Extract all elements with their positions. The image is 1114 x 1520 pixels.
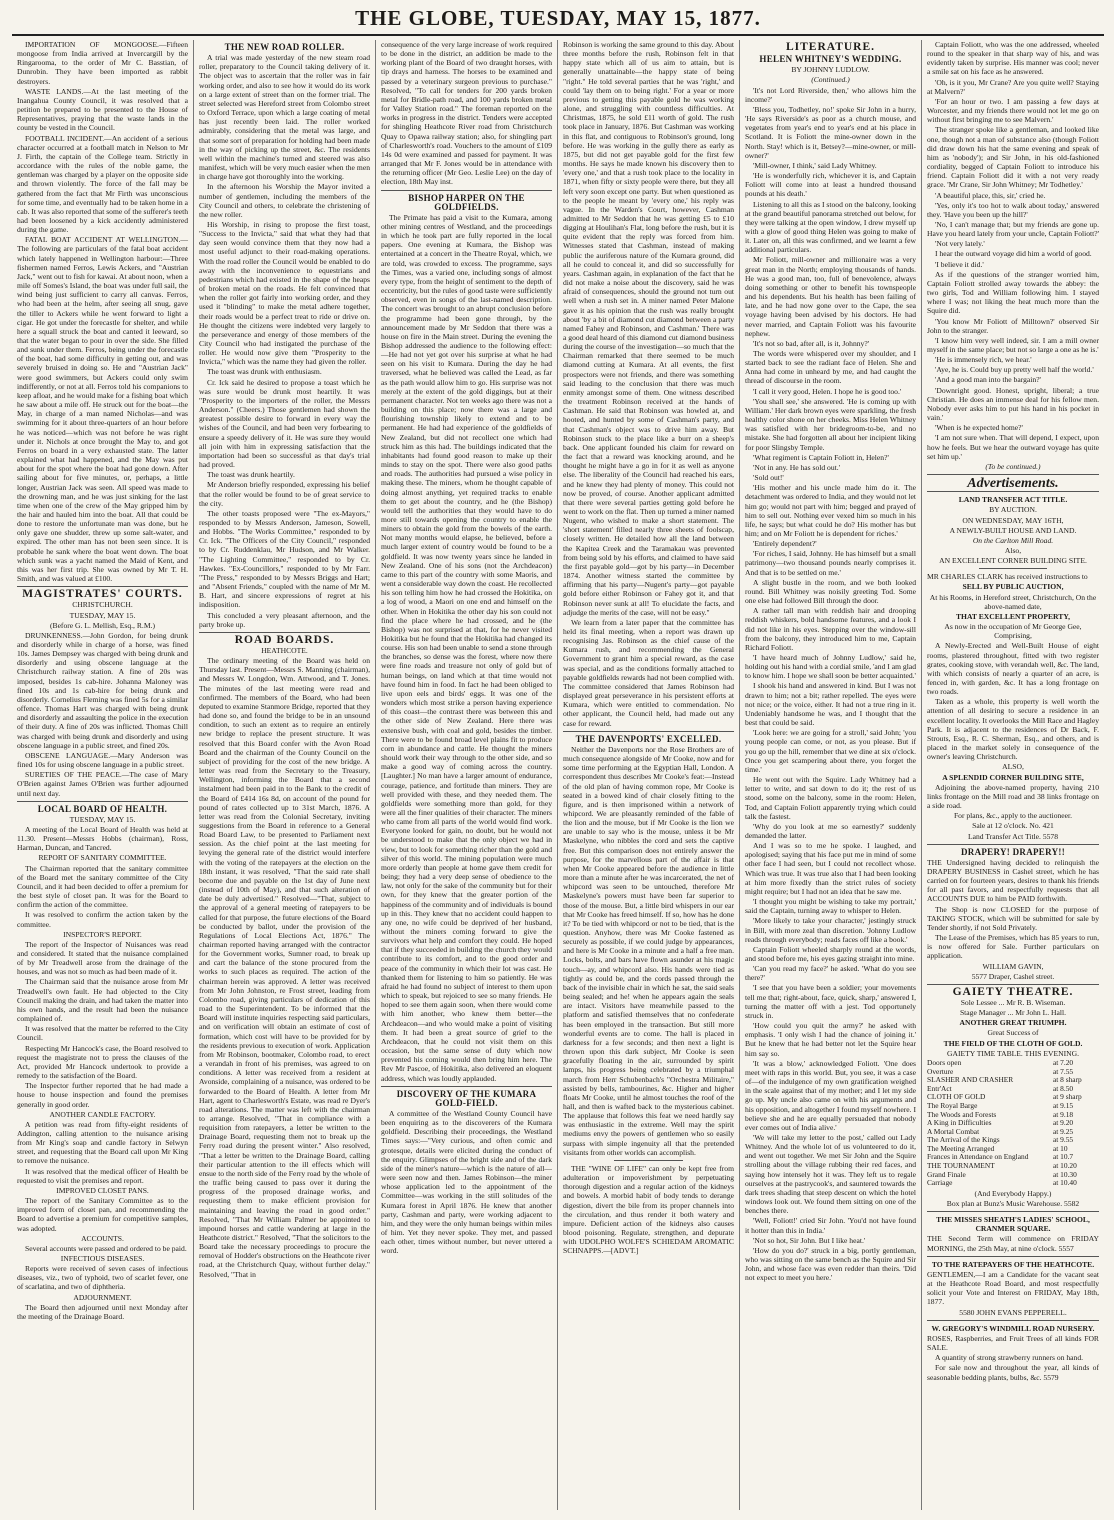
davenports-para: Neither the Davenports nor the Rose Brothers are of much consequence alongside of Mr Cooke, now and for some time performing at the Egyptian Hall, London. A correspondent thus describes Mr Cooke's feat:—Instead of the old plan of having common rope, Mr Cooke is seated in a bowed kind of chair closely fitting to the figure, and is then imprisoned within a network of whipcord. We are pleasantly reminded of the fable of the lion and the mouse, but if Mr Cooke is the lion we are unable to say who is the mouse, unless it be Mr Maskelyne, who nibbles the cord and sets the captive free. But this comparison does not entirely answer the purpose, for the marvellous part of the affair is that when Mr Cooke appeared before the audience in little more than a minute after he was incarcerated, the net of whipcord was seen to be untouched, therefore Mr Maskelyne's powers must have been far superior to those of the mouse. But, a little bird whispers in our ear that Mr Cooke has freed himself. If so, how has he done it? To be tied with whipcord or not to be tied, that is the question. Anyhow, there was Mr Cooke fastened as securely as possible, if we could judge by appearances, and here is Mr Cooke in a minute and a half a free man. Locks, bolts, and bars have flown asunder at his magic touch—ay, and whipcord also. His hands were tied as tightly as could be, and the cords passed through the back of the invisible chair in which he sat, the said seals being sealed; and he! when he appears again the seals are intact. Visitors have meanwhile passed to the platform and satisfied themselves that no confederate has been employed in the transaction. But still more wonderful events are to come. The hall is placed in darkness for a few seconds; and then next a light is thrown upon this dark subject, Mr Cooke is seen gracefully floating in the air, surrounded by spirit lamps, his progress being celebrated by a triumphal march from Herr Schubenbach's "Orchestra Militaire," assisted by bells, tambourines, &c. Higher and higher floats Mr Cooke, until he almost touches the roof of the hall, and then is wafted back to the mysterious cabinet. The applause that follows this feat we need hardly say was enthusiastic in the extreme. Well may the spirit mediums envy the powers of gentlemen who so easily surpass with simple ingenuity all that the pretended visitants from other worlds can accomplish. [563, 744, 734, 1157]
heading-magistrates: MAGISTRATES' COURTS. [22, 588, 183, 601]
programme-time: at 10.40 [1053, 1178, 1077, 1188]
programme-time: at 9.55 [1053, 1135, 1074, 1145]
board-para: Several accounts were passed and ordered to be paid. [25, 1243, 187, 1253]
article-mongoose: IMPORTATION OF MONGOOSE.—Fifteen mongoose from India arrived at Invercargill by the Ringarooma, to the order of Mr C. Basstian, of Dunrobin. They have been imported as rabbit destroyers. [17, 40, 188, 86]
programme-item: The Woods and Forests [927, 1109, 997, 1119]
story-para: A rather tall man with reddish hair and drooping reddish whiskers, bold handsome features, and a look I did not like in his eyes. Stepping over the window-sill from the balcony, they introduced him to me, Captain Richard Foliott. [745, 606, 916, 652]
story-para: 'More likely to take your character,' jestingly struck in Bill, with more zeal than discretion. 'Johnny Ludlow reads through everybody; reads faces off like a book.' [745, 916, 916, 944]
ad-clark-intro: MR CHARLES CLARK has received instructions to [927, 572, 1088, 582]
divider [927, 1320, 1099, 1321]
ad-line: THAT EXCELLENT PROPERTY, [955, 611, 1071, 621]
board-para: It was resolved to confirm the action taken by the committee. [17, 910, 188, 929]
ad-school-heading: THE MISSES SHEATH'S LADIES' SCHOOL, CRANMER SQUARE. [936, 1215, 1090, 1234]
story-para: 'Not in any. He has sold out.' [753, 462, 841, 472]
divider [199, 632, 370, 633]
programme-time: at 9.25 [1053, 1126, 1074, 1136]
ad-line: GAIETY TIME TABLE. THIS EVENING. [947, 1048, 1079, 1058]
programme-time: at 8.50 [1053, 1083, 1074, 1093]
ad-line: At his Rooms, in Hereford street, Christchurch, On the above-named date, [929, 592, 1097, 611]
ad-para: For sale now and throughout the year, all kinds of seasonable bedding plants, bulbs, &c. 5579 [927, 1363, 1099, 1382]
board-para: It was resolved that the matter be referred to the City Council. [17, 1024, 188, 1043]
heading-discovery: DISCOVERY OF THE KUMARA GOLD-FIELD. [396, 1088, 537, 1108]
programme-item: THE TOURNAMENT [927, 1161, 995, 1171]
heading-road-roller: THE NEW ROAD ROLLER. [224, 42, 345, 52]
column-1 [12, 40, 194, 1510]
programme-item: Entr'Act [927, 1083, 952, 1093]
divider [927, 1256, 1099, 1257]
roller-para: In the afternoon his Worship the Mayor invited a number of gentlemen, including the members of the City Council and others, to celebrate the christening of the new roller. [199, 182, 370, 219]
programme-time: at 9.20 [1053, 1118, 1074, 1128]
board-para: The Chairman said that the nuisance arose from Mr Treadwell's own fault. He had objected to the City Council making the drain, and had taken the matter into his own hands, and the result had been the nuisance complained of. [17, 977, 188, 1024]
ad-line: Also, [1004, 545, 1022, 555]
date-line: TUESDAY, MAY 15. [69, 610, 136, 620]
story-continued: (Continued.) [811, 75, 850, 85]
heading-literature: LITERATURE. [785, 41, 876, 53]
roller-para: The toast was drunk heartily. [207, 470, 295, 480]
programme-item: The Arrival of the Kings [927, 1135, 1000, 1145]
programme-item: Carriage [927, 1178, 953, 1188]
programme-time: at 10.7 [1053, 1152, 1074, 1162]
programme-time: at 10 [1053, 1143, 1068, 1153]
programme-item: A Mortal Combat [927, 1126, 980, 1136]
ad-para: The Lease of the Premises, which has 85 years to run, is now offered for Sale. Further particulars on application. [927, 933, 1099, 961]
programme-item: The Meeting Arranged [927, 1143, 995, 1153]
ad-line: SELL BY PUBLIC AUCTION, [962, 582, 1064, 592]
court-sureties: SURETIES OF THE PEACE.—The case of Mary O'Brien against James O'Brien was further adjourned until next day. [17, 770, 188, 798]
ad-line: A NEWLY-BUILT HOUSE AND LAND. [949, 525, 1077, 535]
ad-line: ON WEDNESDAY, MAY 16TH, [962, 515, 1064, 525]
programme-item: CLOTH OF GOLD [927, 1092, 986, 1102]
story-para: 'I know him very well indeed, sir. I am a mill owner myself in the same place; but not so large a one as he is.' [927, 335, 1099, 354]
discovery-para: A committee of the Westland County Council have been enquiring as to the discoverers of the Kumara goldfield. Describing their proceedings, the Westland Times says:—"Very curious, and often comic and grotesque, details were elicited during the conduct of the enquiry. Glimpses of the bright side and of the dark side of the miner's nature—which is the nature of all—were seen now and then. James Robinson—the miner whose application led to the appointment of the Committee—was working in the still solitudes of the Kumara forest in April 1876. He knew that another party, Cashman and party, were working adjacent to him, and they were the only human beings within miles of him. Yet they never spoke. They met, and passed each other, times without number, but never uttered a word. [381, 1108, 552, 1256]
story-para: 'Downright good. Honest, upright, liberal; a true Christian. He does an immense deal for his fellow men. Nobody ever asks him to put his hand in his pocket in vain.' [927, 385, 1099, 423]
story-para: 'Can you read my face?' he asked. 'What do you see there?' [745, 964, 916, 983]
heading-road-boards: ROAD BOARDS. [234, 633, 335, 646]
subheading-sanitary: REPORT OF SANITARY COMMITTEE. [38, 853, 167, 863]
programme-time: at 10.20 [1053, 1161, 1077, 1171]
ad-line: Sole Lessee ... Mr R. B. Wiseman. [960, 998, 1066, 1007]
ad-para: The Shop is now CLOSED for the purpose of TAKING STOCK, which will be submitted for sale by Tender shortly, if not Sold Privately. [927, 904, 1099, 932]
bishop-para: The Primate has paid a visit to the Kumara, among other mining centres of Westland, and the proceedings in which he took part are fully reported in the local papers. One evening at Kumara, the Bishop was entertained at a concert in the Theatre Royal, which, we are told, was crowded to excess. The programme, says the Times, was a varied one, including songs of almost every type, from the height of sentiment to the depth of eccentricity, but the rules of good taste were sufficiently observed, even in songs of the last-named description. The concert was brought to an abrupt conclusion before the programme had been gone through, by the announcement made by Mr Seddon that there was a house on fire in the Main street. During the evening the Bishop addressed the audience to the following effect:—He had not yet got over his surprise at what he had seen on his visit to Kumara. During the day he had traversed, what he believed was called the Lead, as far as the path would allow him to go. His surprise was not merely at the extent of the gold diggings, but at their permanent character. Not ten weeks ago there was not a building on this place; now there was a large and flourishing township likely to extend and to be permanent. He had had experience of the goldfields of New Zealand, but did not recollect one which had struck him as this had. The buildings indicated that the inhabitants had found good reason to make up their minds to stay on the spot. There were also good paths and roads. The authorities had pursued a wise policy in making these. The miners, whom he thought capable of doing almost anything, yet required tracks to enable them to get about the country, and he (the Bishop) would tell the authorities that they would have to do more still towards opening the country to enable the miners to obtain the gold from the bowels of the earth. Not many months would elapse, he believed, before a much larger extent of country would be found to be a goldfield. It was now twenty years since he landed in New Zealand. One of his sons (not the Archdeacon) came to this part of the country with some Maoris, and went a considerable way down the coast. He recollected his son telling him how he had crossed the Hokitika, on a log of wood, a Maori on one end and himself on the other. When in Hokitika the other day his son could not find the place where he had crossed, and he (the Bishop) was not surprised at that, for he never visited Hokitika but he found that the Hokitika had changed its course. His son had been unable to send a stone through the branches, so dense was the forest, where now there were fine roads and treasure not only of gold but of human beings, on land which at that time would not have found him in food. In fact he had been obliged to live upon eels and birds' eggs. It was one of the wonders which most strike a person having experience of this coast—the contrast there was between this and the other side of New Zealand. Here there was extensive bush, with coal and gold, besides the timber. There were to be found broad level plains fit to produce corn in abundance and cattle. He thought the miners should work their way through to the other side, and so make a good way of coming across the country. [Laughter.] No man have a larger amount of endurance, courage, patience, and fortitude than miners. They are well provided with these, and they needed them. The goldfields were something more than gold, for they were all the finer qualities of their character. The miners who came from all parts of the world would find work. Everyone looked for gain, no doubt, but he would not be understood to make that the only object we had in view, but to look for something richer than the gold and silver of this world. The mining population were much more orderly than people at home gave them credit for being; they had a very deep sense of obedience to the law, not only for the sake of the community but for their own, for they knew that the greater portion of the happiness of the community and of individuals is bound up in this. They knew that no accident could happen to any one, no wife could be deprived of her husband, without the miners coming forward to give the survivors what help and comfort they could. He hoped that if they succeeded in building the church they would contribute to its comfort, and to the good order and peace of the community in which their lot was cast. He thanked them for listening to him so patiently. He was afraid he had found no subject of interest to them upon which to speak, but rejoiced to see so many friends. He hoped to see them again soon, when there would come with him another, who knew them better—the Archdeacon—and who would make a point of visiting them. It had been a great source of grief to the Archdeacon, that he could not visit them on this occasion, but the same sense of duty which now prevented his coming would then bring him here. The Rev Mr Pascoe, of Hokitika, also delivered an eloquent address, which was loudly applauded. [381, 212, 552, 1083]
ad-para: ROSES, Raspberries, and Fruit Trees of all kinds FOR SALE. [927, 1333, 1099, 1353]
ad-line: AN EXCELLENT CORNER BUILDING SITE. [939, 556, 1087, 566]
ad-line: Sale at 12 o'clock. No. 421 [972, 821, 1054, 831]
ad-para: GENTLEMEN,—I am a Candidate for the vacant seat at the Heathcote Road Board, and most respectfully solicit your Vote and Interest on FRIDAY, May 18th, 1877. [927, 1269, 1099, 1307]
date-line: TUESDAY, MAY 15. [69, 814, 136, 824]
programme-item: The Royal Barge [927, 1100, 978, 1110]
before-line: (Before G. L. Mellish, Esq., R.M.) [49, 620, 156, 630]
programme-item: A King in Difficulties [927, 1118, 992, 1128]
story-para: 'No, I can't manage that; but my friends are gone up. Have you heard lately from your uncle, Captain Foliott?' [927, 219, 1099, 239]
story-para: 'I am not sure when. That will depend, I expect, upon how he feels. But we hear the outward voyage has quite set him up.' [927, 433, 1099, 461]
subheading-adjournment: ADJOURNMENT. [73, 1292, 132, 1302]
story-para: 'And a good man into the bargain?' [935, 375, 1041, 385]
gaiety-programme [927, 1059, 1099, 1188]
story-para: 'What regiment is Captain Foliott in, Helen?' [753, 452, 889, 462]
story-para: 'You know Mr Foliott of Milltown?' observed Sir John to the stranger. [927, 316, 1099, 335]
ad-signature: 5577 Draper, Cashel street. [971, 971, 1055, 981]
divider [17, 801, 188, 802]
ad-line: ANOTHER GREAT TRIUMPH. [959, 1018, 1067, 1028]
story-para: 'He is immensely rich, we hear.' [935, 355, 1032, 365]
programme-time: at 9 sharp [1053, 1092, 1082, 1102]
article-football: FOOTBALL INCIDENT.—An accident of a serious character occurred at a football match in Nelson to Mr J. Firth, the captain of the College team. Strictly in accordance with the rules of the noble game, the gentleman was charged by a player on the opposite side and thrown violently. The force of the fall may be gathered from the fact that Mr Firth was unconscious for some time, and eventually had to be taken home in a cab. It was also reported that some of the sufferer's teeth had been loosened by a kick accidently administered during the game. [17, 133, 188, 235]
programme-item: Grand Finale [927, 1169, 966, 1179]
board-intro: A meeting of the Local Board of Health was held at 11.30. Present—Messrs Hobbs (chairman), Ross, Harman, Duncan, and Tancred. [17, 824, 188, 853]
roller-para: Cr. Ick said he desired to propose a toast which he was sure would be drunk most heartily. It was "Prosperity to the importers of the roller, the Messrs Anderson." (Cheers.) Those gentlemen had shown the greatest possible desire to forward in every way the wishes of the Council, and had been very forbearing to ensure a speedy delivery of it. He was sure they would all join with him in expressing satisfaction that the importation had been so successful as that day's trial had proved. [199, 377, 370, 470]
column-4 [558, 40, 740, 1510]
story-para: As if the questions of the stranger worried him, Captain Foliott strolled away towards the abbey: the two girls, Tod and William following him. I stayed where I was; not liking the heat much more than the Squire did. [927, 269, 1099, 316]
story-para: 'Aye, he is. Could buy up pretty well half the world.' [935, 365, 1094, 375]
discovery-para: We learn from a later paper that the committee has held its final meeting, when a report was drawn up recognising Jas. Robinson as the chief cause of the Kumara rush, and recommending the General Government to grant him a special reward, as the case was special, and as the conditions formally attached to payable goldfields rewards had not been complied with. The committee considered that James Robinson had displayed great perseverance in his persistent efforts at Kumara, which were entitled to commendation. No other applicant, the Council held, had made out any case for reward. [563, 617, 734, 728]
story-para: I shook his hand and answered in kind. But I was not drawn to him; not a bit; rather repelled. The eyes were not nice; or the voice, either. It had not a true ring in it. Undeniably handsome he was, and I thought that the best that could be said. [745, 681, 916, 728]
board-para: The report of the Inspector of Nuisances was read and considered. It stated that the nuisance complained of by Mr Treadwell arose from the drainage of the houses, and was not so much as had been made of it. [17, 939, 188, 977]
story-para: 'Why do you look at me so earnestly?' suddenly demanded the latter. [745, 821, 916, 840]
subheading-candle: ANOTHER CANDLE FACTORY. [49, 1109, 156, 1119]
story-para: 'I thought you might be wishing to take my portrait,' said the Captain, turning away to whisper to Helen. [745, 897, 916, 916]
story-para: 'He is wonderfully rich, whichever it is, and Captain Foliott will come into at least a hundred thousand pounds at his death.' [745, 171, 916, 199]
divider [614, 1160, 682, 1161]
story-para: 'Sold out!' [753, 473, 784, 483]
column-5 [740, 40, 922, 1510]
roller-para: This concluded a very pleasant afternoon, and the party broke up. [199, 610, 370, 629]
story-para: 'Well, Foliott!' cried Sir John. 'You'd not have found it hotter than this in India.' [745, 1216, 916, 1235]
programme-item: SLASHER AND CRASHER [927, 1075, 1014, 1085]
story-para: 'Bless you, Todhetley, no!' spoke Sir John in a hurry, 'He says Riverside's as poor as a church mouse, and vegetates from year's end to year's end at his place in Scotland. It is Foliott the mine-owner down in the North. Stay! which is it, Betsey?—mine-owner, or mill-owner?' [745, 104, 916, 160]
story-para: He went out with the Squire. Lady Whitney had a letter to write, and sat down to do it; the rest of us stood, some on the balcony, some in the room: Helen, Tod, and Captain Foliott apparently trying which could talk the fastest. [745, 775, 916, 821]
ad-gaiety-heading: GAIETY THEATRE. [952, 985, 1074, 998]
ad-line: Box plan at Bunz's Music Warehouse. 5582 [946, 1199, 1080, 1208]
ad-line: On the Carlton Mill Road. [972, 535, 1054, 545]
story-para: 'I believe it did.' [935, 259, 984, 269]
story-para: The stranger spoke like a gentleman, and looked like one, though not a man of substance also (though Foliott did draw down his hat the same evening and speak of him as 'nobody'); and Sir John, in his old-fashioned cordiality, begged of Captain Foliott to introduce his friend. Captain Foliott did it with a not very ready grace. 'Mr Crane, Sir John Whitney; Mr Todhetley.' [927, 125, 1099, 190]
ad-line: ALSO, [1002, 762, 1024, 772]
board-para: The report of the Sanitary Committee as to the improved form of closet pan, and recommending the Board to advertise a premium for competitive samples, was adopted. [17, 1196, 188, 1233]
board-para: The Board then adjourned until next Monday after the meeting of the Drainage Board. [17, 1302, 188, 1321]
programme-item: Overture [927, 1066, 954, 1076]
board-para: Reports were received of seven cases of infectious diseases, viz., two of typhoid, two of scarlet fever, one of scarlatina, and two of diphtheria. [17, 1264, 188, 1292]
story-para: 'A beautiful place, this, sir,' cried he. [935, 190, 1046, 200]
ad-para: A quantity of strong strawberry runners on hand. [935, 1353, 1084, 1363]
roller-para: A trial was made yesterday of the new steam road roller, preparatory to the Council taking delivery of it. The object was to ascertain that the roller was in fair working order, and also to see how it would do its work on a large extent of street than on the former trial. The street selected was Hereford street from Colombo street to Oxford Terrace, upon which a large coating of metal has just recently been laid. The roller worked admirably, considering that the metal was large, and that some sort of preparation for holding had been made in the way of picking up the street, &c. The residents well within the machine's turned and steered was also manifest, which will be very much easier when the men in charge have got thoroughly into the working. [199, 53, 370, 182]
roller-para: Mr Anderson briefly responded, expressing his belief that the roller would be found to be of great service to the city. [199, 480, 370, 508]
subheading-infectious: INFECTIOUS DISEASES. [60, 1254, 145, 1263]
story-para: 'It was a blow,' acknowledged Foliott. 'One does meet with raps in this world. But, you see, it was a case of—of the indulgence of my own gratification weighed in the scale against that of my mother; and I let my side go up. My uncle also came on with his arguments and his opposition, and altogether I found myself nowhere. I believe she and he are equally persuaded that nobody ever comes out of India alive.' [745, 1058, 916, 1132]
ad-nursery-heading: W. GREGORY'S WINDMILL ROAD NURSERY. [931, 1323, 1095, 1333]
divider [927, 844, 1099, 845]
story-para: Captain Foliott, who was the one addressed, wheeled round to the speaker in that sharp way of his, and was evidently taken by surprise. His manner was cool; never a smile sat on his face as he answered. [927, 40, 1099, 77]
story-para: 'We will take my letter to the post,' called out Lady Whitney. And the whole lot of us volunteered to do it, and went out together. We met Sir John and the Squire strolling about the village rubbing their red faces, and saying how intensely hot it was. They left us to regale ourselves at the pastrycook's, and sauntered towards the dark trees shading that steep descent on which the hotel windows look out. We found them sitting on one of the benches there. [745, 1132, 916, 1216]
programme-item: Doors open [927, 1057, 962, 1067]
ad-signature: WILLIAM GAVIN, [982, 961, 1044, 971]
column-3 [376, 40, 558, 1510]
story-para: 'I have heard much of Johnny Ludlow,' said he, holding out his hand with a cordial smile, 'and I am glad to know him. I hope we shall soon be better acquainted.' [745, 653, 916, 681]
story-para: 'His mother and his uncle made him do it. The detachment was ordered to India, and they would not let him go; would not part with him; begged and prayed of him to sell out. Nothing ever vexed him so much in his life, he says; but what could he do? His mother has but him; and on Mr Foliott he is dependent for riches.' [745, 483, 916, 538]
subheading-inspector: INSPECTOR'S REPORT. [63, 929, 142, 939]
columns [12, 40, 1104, 1510]
discovery-continued: Robinson is working the same ground to this day. About three months before the rush, Robinson felt in that happy state which all of us aim to attain, but is generally unattainable—the happy state of being "right." He told several parties that he was 'right,' and could 'lay them on to being right.' For a year or more previous to getting this payable gold he was working alone, and struggling with countless difficulties. At Christmas, 1875, he sold £11 worth of gold. The rush took place in January, 1876. But Cashman was working in this flat, and contiguous to Robinson's ground, long before. He was working in the gully there as early as 1875, but did not get payable gold for the first few months. He says he made known his discovery then to 'every one,' and that a rush took place to the locality in 1871, when fifty or sixty people were there, but they all left very soon except one party. But when questioned as to the people he meant by 'every one,' his reply was vague. In the Warden's Court, however, Cashman admitted to Mr Seddon that he was getting £5 to £10 digging at Houlihan's Flat, long before the rush, but it is quite evident that the reply was forced from him. Witnesses stated that Cashman, instead of making public the auriferous nature of the Kumara ground, did all he could to conceal it, and did so successfully for years. Cashman again, in explanation of the fact that he did not make a noise about the discovery, said he was afraid of consequences, should the ground not turn out well when a rush set in. A miner named Peter Malone gave it as his opinion that the rush was really brought about 'by a bit of diamond cut diamond between a party named Fahey and Robinson, and Cashman.' There was a good deal heard of this diamond cut diamond business during the course of the investigation—so much that the Chairman remarked that there seemed to be much diamond cutting at Kumara. At all events, the first prospectors were not friends, and there was something said leading to the conclusion that there was much enmity amongst some of them. One witness described the treatment Robinson received at the hands of Cashman. He said that Robinson was howled at, and hooted, and hunted by some of Cashman's party, and that Cashman's object was to drive him away. But Robinson stuck to the place like a burr on a sheep's back. One applicant founded his claim for reward on the fact that a reward was knocking around, and he thought he might have a go in for it as well as anyone else. The liberality of the Council had reached his ears, and he knew they had plenty of money. This could not now be proved, of course. Another applicant admitted that there were several parties getting gold before he went to work on the flat. Then up turned a miner named Nugent, who wished to make a short statement. The 'short statement' filled nearly three sheets of foolscap, closely written. He detailed how all the land between the Kapitea Creek and the Taramakau was prevented from being sold by his efforts, and claimed to have said the first payable gold—got by his party—in December 1874. Another witness started the committee by affirming that his party—Nugent's party—got payable gold before either Robinson or Fahey got it, and that Robinson never sunk at all! To elucidate the facts, and adjudge the merits of the case, will not be easy." [563, 40, 734, 617]
story-para: 'Not so hot, Sir John. But I like heat.' [753, 1235, 866, 1245]
divider [563, 731, 734, 732]
ad-line: For plans, &c., apply to the auctioneer. [953, 811, 1073, 821]
story-para: 'I see that you have been a soldier; your movements tell me that; right-about, face, quick, sharp,' answered I, turning the matter off with a jest. Tod opportunely struck in. [745, 983, 916, 1020]
ad-line: As now in the occupation of Mr George Gee, Comprising, [944, 622, 1082, 641]
divider [381, 190, 552, 191]
ad-para: Adjoining the above-named property, having 210 links frontage on the Mill road and 38 links frontage on a side road. [927, 782, 1099, 811]
ad-para: A Newly-Erected and Well-Built House of eight rooms, plastered throughout, fitted with two register grates, cooking stove, with verandah well, &c. The land, with which consists of nearly a quarter of an acre, is fenced in, with garden, &c. It has a long frontage on two roads. [927, 641, 1099, 697]
roller-para: The other toasts proposed were "The ex-Mayors," responded to by Messrs Anderson, Jameson, Sowell, and Hobbs. "The Works Committee," responded to by Cr. Ick. "The Officers of the City Council," responded to by Cr. Ruddenklau, Mr Hudson, and Mr Walker. "The Lighting Committee," responded to by Cr. Hawkes. "Ex-Councillors," responded to by Mr Farr. "The Press," responded to by Messrs Briggs and Hart; and "Absent Friends," coupled with the name of Mr M. B. Hart, and sincere expressions of regret at his indisposition. [199, 508, 370, 610]
ad-para: Taken as a whole, this property is well worth the attention of all desiring to secure a residence in an excellent locality. It overlooks the Mill Race and Hagley Park. It is adjacent to the residences of Dr Back, F. Strouts, Esq., R. C. Sherman, Esq., and others, and is placed in the market solely in consequence of the owner's leaving Christchurch. [927, 697, 1099, 762]
roller-para: The toast was drunk with enthusiasm. [207, 367, 322, 377]
to-be-continued: (To be continued.) [985, 461, 1041, 471]
article-boat-accident: FATAL BOAT ACCIDENT AT WELLINGTON.—The following are particulars of the fatal boat accident which lately happened in Wellington harbour:—Three fishermen named Ferros, Lewis Ackers, and "Austrian Jack," went out to fish for kawai. At about noon, when a mile off Somes's Island, the boat was under full sail, the wind being just sufficient to carry all canvas. Ferros, who had been at the helm, after seeing all snug, gave the tiller to Ackers while he went forward to light a cigar. He got under the forecastle for shelter, and while here a squall struck the boat and canted it leeward, so that the water began to pour in over the side. She filled and sunk under them. Ferros, being under the forecastle of the boat, had some difficulty in getting out, and was severely bruised in doing so. He and "Austrian Jack" were good swimmers, but Ackers could only swim indifferently, or not at all. Ferros told his companions to keep afloat, and he would make for a fishing boat which he saw about a mile off. He struck out for the boat—the May, in charge of a man named Nicholas—and was swimming for it about three-quarters of an hour before he was noticed—which was not before he was right under it. Nichols at once brought the May to, and got Ferros on board in a very exhausted state. The latter explained what had happened, and the May was put about for the spot where the boat had gone down. After sailing about for five minutes, or, perhaps, a little longer, Austrian Jack was seen. All speed was made to the drowning man, and he was just sinking for the last time when one of the crew of the May gripped him by the hair and hauled him into the boat. All that could be done to restore the unfortunate man was done, but he only gave one shudder, threw up some salt-water, and expired. The other man has not been seen since. It is probable he sank where the boat went down. The boat which sunk was a yacht named the Maid of Kent, and this was her first trip. She was owned by Mr T. H. Smith, and was valued at £100. [17, 235, 189, 584]
divider [927, 474, 1099, 475]
story-para: 'Yes, only it's too hot to walk about today,' answered they. 'Have you been up the hill?' [927, 200, 1099, 219]
column-6 [922, 40, 1104, 1510]
ad-signature: 5580 JOHN EVANS PEPPERELL. [959, 1307, 1067, 1317]
story-para: 'How could you quit the army?' he asked with emphasis. 'I only wish I had the chance of joining it.' But he knew that he had better not let the Squire hear him say so. [745, 1021, 916, 1058]
subheading-heathcote: HEATHCOTE. [261, 646, 308, 655]
story-para: The words were whispered over my shoulder, and I started back to see the radiant face of Helen. She and Anna had come in unheard by me, and had caught the thread of discourse in the room. [745, 349, 916, 386]
story-para: 'Not very lately.' [935, 239, 985, 249]
heading-advertisements: Advertisements. [967, 476, 1059, 492]
divider [927, 491, 1099, 492]
divider [927, 984, 1099, 985]
story-para: Listening to all this as I stood on the balcony, looking at the grand beautiful panorama stretched out below, for they were talking at the open window, I drew myself up with a glow of good thing Helen was going to make of it. Later on, all this was confirmed, and we learnt a few additional particulars. [745, 199, 916, 255]
ad-line: A SPLENDID CORNER BUILDING SITE, [942, 772, 1084, 782]
story-para: 'It's not so bad, after all, is it, Johnny?' [753, 338, 870, 348]
story-para: 'How do you do?' struck in a big, portly gentleman, who was sitting on the same bench as the Squire and Sir John, and whose face was even redder than theirs. 'Did not expect to meet you here.' [745, 1245, 916, 1283]
story-para: 'Oh, is it you, Mr Crane? Are you quite well? Staying at Malvern?' [927, 77, 1099, 96]
board-para: Respecting Mr Hancock's case, the Board resolved to request the magistrate not to press the clauses of the Act, provided Mr Hancock undertook to provide a remedy to the satisfaction of the Board. [17, 1043, 188, 1081]
story-para: 'Mill-owner, I think,' said Lady Whitney. [753, 160, 877, 170]
programme-time: at 8 sharp [1053, 1075, 1082, 1085]
column-2 [194, 40, 376, 1510]
ad-ratepayers-heading: TO THE RATEPAYERS OF THE HEATHCOTE. [931, 1259, 1095, 1269]
ad-para: THE Second Term will commence on FRIDAY MORNING, the 25th May, at nine o'clock. 5557 [927, 1234, 1099, 1253]
programme-time: at 9.15 [1053, 1100, 1074, 1110]
subheading-closet: IMPROVED CLOSET PANS. [56, 1185, 149, 1195]
divider [381, 1086, 552, 1087]
subheading-christchurch: CHRISTCHURCH. [72, 600, 133, 610]
ad-para: THE Undersigned having decided to relinquish the DRAPERY BUSINESS in Cashel street, which he has carried on for fourteen years, desires to thank his friends for all past favors, and respectfully requests that all ACCOUNTS DUE to him be PAID forthwith. [927, 857, 1099, 904]
board-para: The Chairman reported that the sanitary committee of the Board met the sanitary committee of the City Council, and it had been decided to offer a premium for the best style of closet pan. It was for the Board to confirm the action of the committee. [17, 863, 188, 910]
heading-davenports: THE DAVENPORTS' EXCELLED. [575, 733, 722, 744]
story-author: BY JOHNNY LUDLOW. [791, 65, 870, 75]
programme-time: at 9.18 [1053, 1109, 1074, 1119]
divider [927, 1211, 1099, 1212]
programme-time: at 10.30 [1053, 1169, 1077, 1179]
story-title: HELEN WHITNEY'S WEDDING. [759, 54, 902, 65]
programme-row [927, 1179, 1099, 1188]
story-para: Mr Foliott, mill-owner and millionaire was a very great man in the North; employing thousands of hands. He was a good man, too, full of benevolence, always doing something or other to benefit his townspeople and his dependents. But his health has been failing of late, and he had now gone over to the Cape, the sea voyage having been advised by his doctors. He had never married, and Captain Foliott was his favourite nephew. [745, 255, 916, 338]
board-para: The Inspector further reported that he had made a house to house inspection and found the premises generally in good order. [17, 1081, 188, 1109]
divider [979, 568, 1048, 569]
programme-row [927, 1076, 1099, 1085]
ad-line: BY AUCTION. [989, 505, 1037, 515]
board-para: A petition was read from fifty-eight residents of Addington, calling attention to the nuisance arising from Mr King's soap and candle factory in Selwyn street, and requesting that the Board call upon Mr King to remove the nuisance. [17, 1119, 188, 1166]
court-drunkenness: DRUNKENNESS.—John Gordon, for being drunk and disorderly while in charge of a horse, was fined 10s. James Dempsey was charged with being drunk and disorderly and using obscene language at the Christchurch railway station. A fine of 20s was imposed, besides 1s cab-hire. Johanna Maloney was fined 10s and 1s cab-hire for being drunk and disorderly. Cornelius Fleming was fined 5s for a similar offence. Thomas Hart was charged with being drunk and disorderly and assaulting the police in the execution of their duty. A fine of 20s was inflicted. Thomas Chill was charged with being drunk and disorderly and using obscene language in a public street, and fined 20s. [17, 630, 188, 750]
subheading-accounts: ACCOUNTS. [81, 1233, 124, 1243]
programme-time: at 7.20 [1053, 1057, 1074, 1067]
court-obscene: OBSCENE LANGUAGE.—Mary Anderson was fined 10s for using obscene language in a public street. [17, 750, 188, 770]
ad-land-transfer-heading: LAND TRANSFER ACT TITLE. [958, 495, 1068, 505]
programme-time: at 7.55 [1053, 1066, 1074, 1076]
ad-line: (And Everybody Happy.) [974, 1188, 1052, 1198]
board-para: It was resolved that the medical officer of Health be requested to visit the premises and report. [17, 1166, 188, 1185]
ad-line: Land Transfer Act Title. 5578 [967, 831, 1059, 841]
programme-item: Frances in Attendance on England [927, 1152, 1029, 1162]
article-waste-lands: WASTE LANDS.—At the last meeting of the Inangahua County Council, it was resolved that a petition be prepared to be presented to the House of Representatives, praying that the waste lands in the county be vested in the Council. [17, 86, 188, 133]
story-para: Captain Foliott wheeled sharply round at the words, and stood before me, his eyes gazing straight into mine. [745, 944, 916, 963]
heathcote-continued: consequence of the very large increase of work required to be done in the district, an addition be made to the working plant of the Board of two draught horses, with tip drays and harness. The horses to be examined and passed by a veterinary surgeon previous to purchase." Resolved, "To call for tenders for 200 yards broken metal for Bridle-path road, and 100 yards broken metal for Valley Station road." The foreman reported on the works in progress in the district. Tenders were accepted for shingling Heathcote River road from Christchurch Quay to Opawa railway station; also, for shingling part of Charlesworth's road. Vouchers to the amount of £109 14s 0d were examined and passed for payment. It was arranged that Mr F. Jones would be in attendance with the returning officer (Mr Geo. Leslie Lee) on the day of election, 18th May inst. [381, 40, 552, 187]
story-para: 'It's not Lord Riverside, then,' who allows him the income?' [745, 85, 916, 104]
story-para: 'For riches, I said, Johnny. He has himself but a small patrimony—two thousand pounds nearly comprises it. And that is to be settled on me.' [745, 549, 916, 577]
heading-local-board: LOCAL BOARD OF HEALTH. [37, 803, 168, 814]
story-para: 'For an hour or two. I am passing a few days at Worcester, and my friends there would not let me go on without first bringing me to see Malvern.' [927, 96, 1099, 125]
masthead: THE GLOBE, TUESDAY, MAY 15, 1877. [12, 6, 1104, 36]
story-para: And I was so to me he spoke. I laughed, and apologised; saying that his face put me in mind of some other face I had seen, but I could not recollect whose. Which was true. It was true also that I had been looking at him more fixedly than the strict rules of society might require; but I had not an idea that he saw me. [745, 841, 916, 896]
story-para: 'You shall see,' she answered. 'He is coming up with William.' Her dark brown eyes were sparkling, the fresh healthy color shone on her cheeks. Miss Helen Whitney was satisfied with her bridegroom-to-be, and no mistake. She had forgotten all about her incipient liking for poor Slingsby Temple. [745, 396, 916, 452]
roller-para: His Worship, in rising to propose the first toast, "Success to the Invicta," said that what they had that day seen would convince them that they now had a most useful adjunct to their road-making operations. With the road roller the Council would be enabled to do away with the inconvenience to equestrians and pedestrians which had existed in the shape of the heaps of broken metal on the roads. He felt convinced that when the roller got fairly into working order, and they used it "blinding" to make the metal adhere together, their roads would be a perfect treat to ride or drive on. He thought the citizens were indebted very largely to the perseverance and energy of those members of the City Council who had instigated the purchase of the roller. He would now give them "Prosperity to the Invicta," which was the name they had given the roller. [199, 219, 370, 367]
story-para: I hear the outward voyage did him a world of good. [935, 249, 1092, 259]
ad-drapery-heading: DRAPERY! DRAPERY!! [960, 846, 1065, 857]
heathcote-para: The ordinary meeting of the Board was held on Thursday last. Present—Messrs S. Manning (chairman), and Messrs W. Longdon, Wm. Attwood, and T. Jones. The minutes of the last meeting were read and confirmed. The members of the Board, who had been deputed to examine Stanmore Bridge, reported that they had done so, and found the bridge to be in an unsound condition, to such an extent as to require an entirely new bridge to replace the present structure. It was resolved that this Board confer with the Avon Road Board and the chairman of the County Council on the subject of providing for the cost of the new bridge. A letter was read from the Secretary to the Treasury, Wellington, informing the Board that a second instalment had been paid in to the Bank to the credit of the Board of £414 16s 8d, on account of the pound for pound of rates collected up to 31st March, 1876. A letter was read from the Colonial Secretary, inviting suggestions from the Board in reference to a General Road Board Law, to be presented to Parliament next session. As the chief point at the last meeting for levying the general rate of the district would interfere with the voting of the ratepayers at the election on the 18th instant, it was resolved, "That the said rate shall become due and payable on the 1st day of June next (instead of 10th of May), and that such alteration of date be duly advertised." Resolved—"That, subject to the approval of a general meeting of ratepayers to be called for that purpose, the future elections of the Board be conducted by ballot, under the provision of the Regulations of Local Elections Act, 1876." The chairman reported having arranged with the contractor for the Government works, Sumner road, to break up and cart the balance of the stone procured from the works to such places as required. The action of the chairman herein was approved. A letter was received from Mr John Johnston, re Frost street, leading from Colombo road, giving particulars of dedication of this road to the Superintendent. To be informed that the Board will institute inquiries respecting said particulars, and on verification will obtain an estimate of cost of formation, which cost will have to be provided for by the residents previous to execution of work. Application from Mr Robinson, bootmaker, Colombo road, to erect a verandah in front of his premises, was agreed to on conditions. A letter was received from a resident at Avonside, complaining of a nuisance, was ordered to be forwarded to the Board of Health. A letter from Mr Hart, agent to Charlesworth's Estate, was read re Dyer's road alterations. The matter was left with the chairman to arrange. Resolved, "That in compliance with a requisition from ratepayers, a letter be written to the Drainage Board, requesting them not to break up the Ferry road during the present winter." Also resolved, "That a letter be written to the Drainage Board, calling their particular attention to the ill effects which will ensue to the north side of the Ferry road by the whole of the traffic being caused to pass over it during the progress of the proposed drainage works, and requesting them to make efficient provision for maintaining and leaving the road in good order." Resolved, "That Mr William Palmer be appointed to impound horses and cattle wandering at large in the Heathcote district." Resolved, "That the solicitors to the Board take the necessary proceedings to procure the removal of Hodder's obstructions on the Heathcote river road, at the Christchurch Quay, without further delay." Resolved, "That in [199, 656, 370, 1279]
story-para: 'Entirely dependent?' [753, 539, 817, 549]
story-para: A slight bustle in the room, and we both looked round. Bill Whitney was noisily greeting Tod. Some one else had followed Bill through the door. [745, 577, 916, 606]
ad-line: Stage Manager ... Mr John L. Hall. [959, 1008, 1067, 1018]
advert-wine-of-life: THE "WINE OF LIFE" can only be kept free from adulteration or impoverishment by perpetuating thorough digestion and a regular action of the kidneys and bowels. A morbid habit of body tends to derange digestion, divert the bile from its proper channels into the circulation, and thus render it both watery and impure. Deficient action of the kidneys also causes blood poisoning. Regulate, strengthen, and depurate with UDOLPHO WOLFE'S SCHIEDAM AROMATIC SCHNAPPS.—[ADVT.] [563, 1163, 734, 1256]
heading-bishop: BISHOP HARPER ON THE GOLDFIELDS. [408, 192, 525, 212]
ad-line: Great Success of [987, 1028, 1039, 1038]
story-para: 'When is he expected home?' [935, 423, 1023, 433]
story-para: 'I call it very good, Helen. I hope he is good too.' [753, 386, 902, 396]
divider [17, 586, 188, 587]
story-para: 'Look here: we are going for a stroll,' said John; 'you young people can come, or not, as you please. But if you go up the hill, remember that we dine at six o'clock. Once you get scampering about there, you forget the time.' [745, 728, 916, 774]
ad-line: THE FIELD OF THE CLOTH OF GOLD. [943, 1038, 1083, 1048]
